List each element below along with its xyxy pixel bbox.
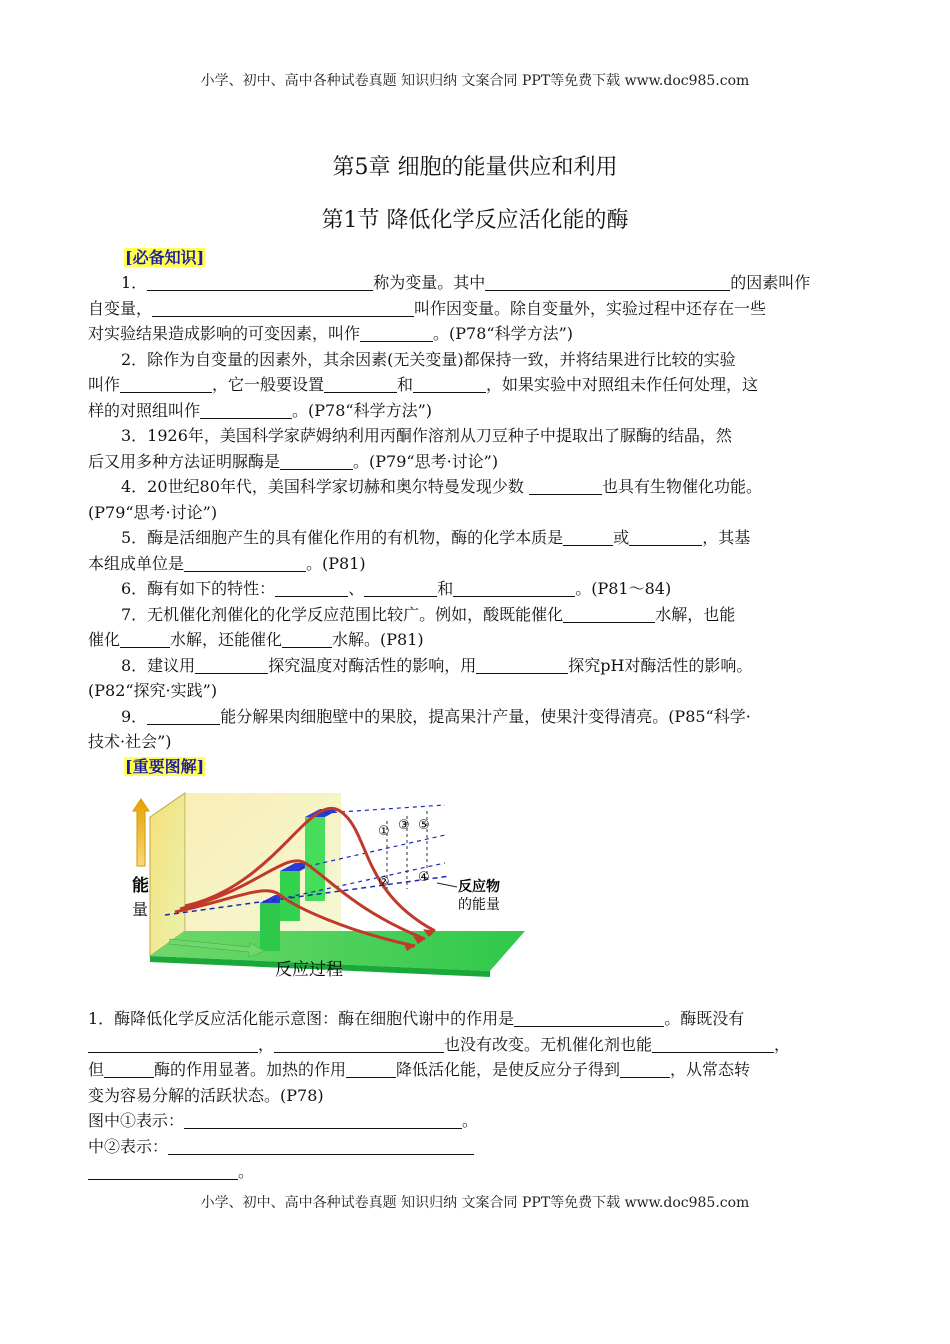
- page-footer: 小学、初中、高中各种试卷真题 知识归纳 文案合同 PPT等免费下载 www.doc985.com: [200, 1195, 750, 1211]
- knowledge-list: [88, 270, 864, 755]
- item-2-cont: 叫作 ，它一般要设置 和 ，如果实验中对照组未作任何处理，这: [88, 375, 759, 394]
- activation-energy-diagram: [125, 791, 525, 991]
- marker-5: ⑤: [418, 818, 430, 833]
- step-low-face: [260, 903, 280, 951]
- item-2-cont2: 样的对照组叫作 。(P78“科学方法”): [88, 400, 432, 420]
- item-1-cont2: 对实验结果造成影响的可变因素，叫作 。(P78“科学方法”): [88, 324, 573, 343]
- item-4-cont: (P79“思考·讨论”): [88, 502, 218, 522]
- item-1-cont: 自变量， 叫作因变量。除自变量外，实验过程中还存在一些: [88, 298, 767, 318]
- chapter-title: 第5章 细胞的能量供应和利用: [332, 155, 618, 180]
- item-1: 1． 称为变量。其中 的因素叫作: [121, 273, 811, 292]
- back-wall: [150, 793, 185, 956]
- item-9-cont: 技术·社会”): [88, 732, 172, 751]
- item-4: 4．20世纪80年代，美国科学家切赫和奥尔特曼发现少数 也具有生物催化功能。: [121, 477, 763, 496]
- question-1: 1．酶降低化学反应活化能示意图：酶在细胞代谢中的作用是 。酶既没有 ， 也没有改变。无机催化剂也能 ， 但 酶的作用显著。加热的作用 降低活化能，是使反应分子得到 ，从常态转 变为容易分解的活跃状态。(P78) 图中①表示： 。 中②表示： 。: [88, 1009, 791, 1181]
- item-2: 2．除作为自变量的因素外，其余因素(无关变量)都保持一致，并将结果进行比较的实验: [121, 349, 736, 369]
- marker-1: ①: [378, 824, 390, 839]
- reactant-label-1: 反应物: [458, 879, 500, 895]
- energy-arrow-icon: [133, 799, 149, 866]
- item-3: 3．1926年，美国科学家萨姆纳利用丙酮作溶剂从刀豆种子中提取出了脲酶的结晶，然: [121, 426, 732, 445]
- item-9: 9． 能分解果肉细胞壁中的果胶，提高果汁产量，使果汁变得清亮。(P85“科学·: [121, 706, 751, 726]
- figure-section-tag: [重要图解]: [125, 757, 205, 776]
- item-7: 7．无机催化剂催化的化学反应范围比较广。例如，酸既能催化 水解，也能: [121, 604, 736, 624]
- knowledge-section-tag: [必备知识]: [125, 248, 205, 267]
- reactant-label-2: 的能量: [458, 897, 500, 913]
- item-5-cont: 本组成单位是 。(P81): [88, 553, 366, 573]
- x-label: 反应过程: [275, 960, 343, 980]
- item-8-cont: (P82“探究·实践”): [88, 681, 218, 700]
- item-5: 5．酶是活细胞产生的具有催化作用的有机物，酶的化学本质是 或 ，其基: [121, 528, 751, 547]
- y-label-2: 量: [132, 900, 149, 919]
- marker-4: ④: [418, 870, 430, 885]
- section-title: 第1节 降低化学反应活化能的酶: [321, 208, 629, 233]
- item-3-cont: 后又用多种方法证明脲酶是 。(P79“思考·讨论”): [88, 451, 499, 471]
- item-6: 6．酶有如下的特性： 、 和 。(P81～84): [121, 579, 672, 598]
- y-label-1: 能: [132, 876, 149, 896]
- step-high-face: [305, 817, 325, 901]
- marker-2: ②: [378, 875, 390, 890]
- item-7-cont: 催化 水解，还能催化 水解。(P81): [88, 630, 424, 649]
- marker-3: ③: [398, 818, 410, 833]
- item-8: 8．建议用 探究温度对酶活性的影响，用 探究pH对酶活性的影响。: [121, 655, 753, 675]
- page-header: 小学、初中、高中各种试卷真题 知识归纳 文案合同 PPT等免费下载 www.doc985.com: [200, 73, 750, 89]
